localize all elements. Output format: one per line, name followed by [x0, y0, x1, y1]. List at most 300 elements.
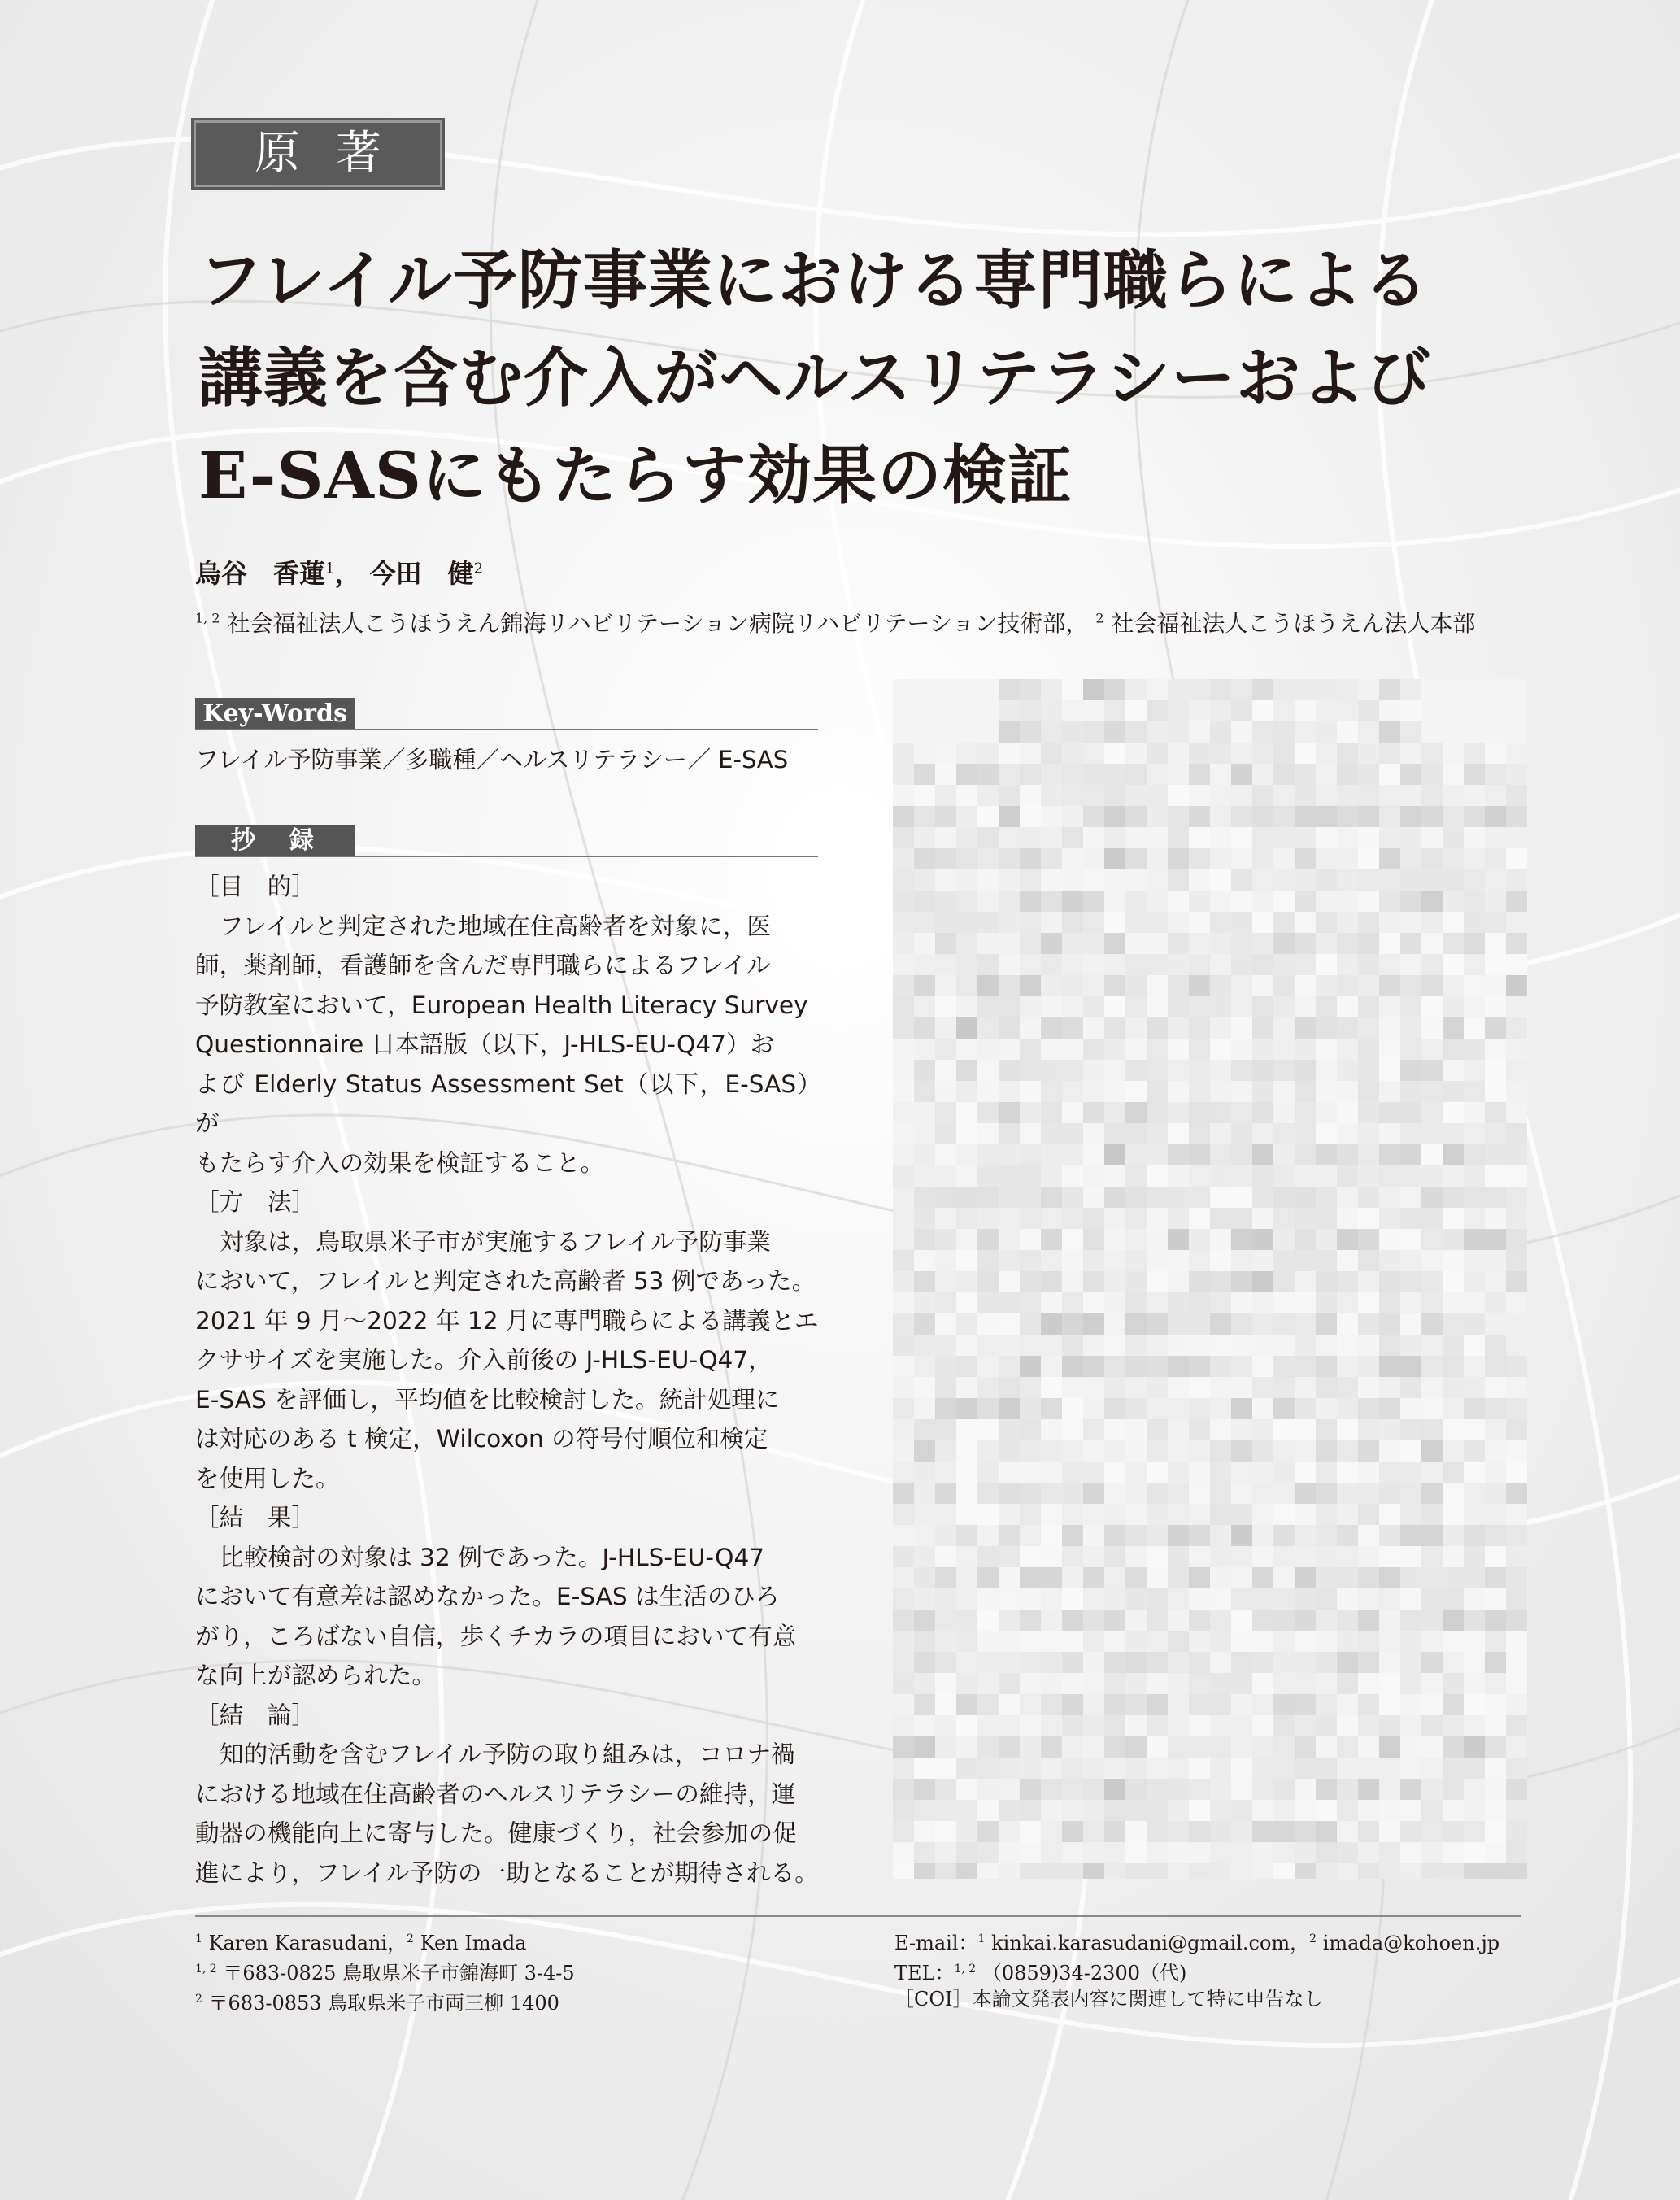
- mosaic-cell: [1506, 1144, 1527, 1165]
- mosaic-cell: [1210, 721, 1231, 743]
- mosaic-cell: [1400, 1462, 1421, 1483]
- mosaic-cell: [1252, 1588, 1273, 1610]
- mosaic-cell: [1104, 743, 1125, 764]
- mosaic-cell: [935, 764, 956, 785]
- mosaic-cell: [1273, 1165, 1295, 1187]
- mosaic-cell: [1210, 1060, 1231, 1081]
- mosaic-cell: [1421, 1525, 1443, 1546]
- mosaic-cell: [1379, 1419, 1400, 1440]
- mosaic-cell: [1104, 1673, 1125, 1694]
- mosaic-cell: [1020, 1758, 1041, 1779]
- mosaic-cell: [1464, 1313, 1485, 1335]
- mosaic-cell: [1210, 1546, 1231, 1567]
- mosaic-cell: [999, 1250, 1020, 1271]
- mosaic-cell: [1506, 1229, 1527, 1250]
- mosaic-cell: [1443, 1398, 1464, 1419]
- mosaic-cell: [1020, 1039, 1041, 1060]
- mosaic-cell: [1421, 1398, 1443, 1419]
- mosaic-cell: [1020, 1419, 1041, 1440]
- mosaic-cell: [1083, 1610, 1104, 1631]
- mosaic-cell: [1316, 869, 1337, 891]
- mosaic-cell: [1400, 1377, 1421, 1398]
- mosaic-cell: [1485, 1356, 1506, 1377]
- mosaic-cell: [1400, 1546, 1421, 1567]
- mosaic-cell: [1020, 785, 1041, 806]
- mosaic-cell: [1020, 1102, 1041, 1123]
- mosaic-cell: [1316, 1017, 1337, 1039]
- abstract-rule: [195, 856, 818, 857]
- mosaic-cell: [1379, 1377, 1400, 1398]
- mosaic-cell: [1421, 721, 1443, 743]
- mosaic-cell: [1358, 1271, 1379, 1292]
- mosaic-cell: [1337, 1292, 1358, 1313]
- mosaic-cell: [1337, 679, 1358, 700]
- mosaic-cell: [914, 1271, 935, 1292]
- mosaic-cell: [1252, 1440, 1273, 1462]
- mosaic-cell: [1020, 1462, 1041, 1483]
- mosaic-cell: [999, 1208, 1020, 1229]
- mosaic-cell: [1400, 679, 1421, 700]
- mosaic-cell: [935, 1144, 956, 1165]
- text-line: よび Elderly Status Assessment Set（以下，E-SAS）が: [195, 1070, 821, 1137]
- mosaic-cell: [1104, 700, 1125, 721]
- mosaic-cell: [1020, 1292, 1041, 1313]
- mosaic-cell: [1379, 1673, 1400, 1694]
- mosaic-cell: [1400, 954, 1421, 975]
- mosaic-cell: [1041, 975, 1062, 996]
- mosaic-cell: [1104, 1800, 1125, 1821]
- mosaic-cell: [1379, 679, 1400, 700]
- mosaic-cell: [1485, 721, 1506, 743]
- mosaic-cell: [1020, 1736, 1041, 1758]
- mosaic-cell: [1210, 1715, 1231, 1736]
- mosaic-cell: [914, 1588, 935, 1610]
- mosaic-cell: [1273, 1610, 1295, 1631]
- mosaic-cell: [1020, 996, 1041, 1017]
- mosaic-cell: [1337, 1398, 1358, 1419]
- mosaic-cell: [1083, 1335, 1104, 1356]
- mosaic-cell: [1295, 1313, 1316, 1335]
- mosaic-cell: [999, 1462, 1020, 1483]
- mosaic-cell: [893, 679, 914, 700]
- mosaic-cell: [1189, 1567, 1210, 1588]
- mosaic-cell: [1485, 1483, 1506, 1504]
- mosaic-cell: [1443, 1631, 1464, 1652]
- mosaic-cell: [1062, 1842, 1083, 1863]
- mosaic-cell: [1485, 1250, 1506, 1271]
- mosaic-cell: [1252, 912, 1273, 933]
- mosaic-cell: [1464, 1144, 1485, 1165]
- mosaic-cell: [1189, 1250, 1210, 1271]
- mosaic-cell: [1125, 743, 1147, 764]
- mosaic-cell: [1062, 891, 1083, 912]
- mosaic-cell: [1147, 1440, 1168, 1462]
- mosaic-cell: [1337, 1821, 1358, 1842]
- mosaic-cell: [1083, 848, 1104, 869]
- mosaic-cell: [1295, 1800, 1316, 1821]
- mosaic-cell: [1421, 1483, 1443, 1504]
- mosaic-cell: [1020, 1271, 1041, 1292]
- mosaic-cell: [1168, 1821, 1189, 1842]
- mosaic-cell: [1189, 1271, 1210, 1292]
- mosaic-cell: [1147, 1736, 1168, 1758]
- mosaic-cell: [914, 1039, 935, 1060]
- mosaic-cell: [977, 1039, 999, 1060]
- mosaic-cell: [956, 1483, 977, 1504]
- mosaic-cell: [1125, 827, 1147, 848]
- mosaic-cell: [1252, 1187, 1273, 1208]
- mosaic-cell: [1083, 1081, 1104, 1102]
- mosaic-cell: [1337, 1715, 1358, 1736]
- mosaic-cell: [1464, 743, 1485, 764]
- mosaic-cell: [1485, 1292, 1506, 1313]
- mosaic-cell: [1295, 1060, 1316, 1081]
- mosaic-cell: [1273, 1377, 1295, 1398]
- mosaic-cell: [1104, 1356, 1125, 1377]
- mosaic-cell: [1506, 1504, 1527, 1525]
- mosaic-cell: [1104, 1165, 1125, 1187]
- mosaic-cell: [914, 1610, 935, 1631]
- email-text: imada@kohoen.jp: [1322, 1932, 1500, 1954]
- mosaic-cell: [935, 1081, 956, 1102]
- mosaic-cell: [935, 996, 956, 1017]
- mosaic-cell: [1083, 1504, 1104, 1525]
- mosaic-cell: [1485, 1546, 1506, 1567]
- mosaic-cell: [1273, 1398, 1295, 1419]
- mosaic-cell: [1104, 1821, 1125, 1842]
- mosaic-cell: [1295, 1567, 1316, 1588]
- mosaic-cell: [977, 1377, 999, 1398]
- mosaic-cell: [1020, 1081, 1041, 1102]
- mosaic-cell: [956, 1292, 977, 1313]
- mosaic-cell: [1210, 1229, 1231, 1250]
- mosaic-cell: [1083, 1863, 1104, 1879]
- mosaic-cell: [1210, 1165, 1231, 1187]
- mosaic-cell: [1358, 1123, 1379, 1144]
- mosaic-cell: [1316, 806, 1337, 827]
- mosaic-cell: [1421, 1356, 1443, 1377]
- mosaic-cell: [1125, 1144, 1147, 1165]
- mosaic-cell: [1231, 1694, 1252, 1715]
- mosaic-cell: [1168, 1250, 1189, 1271]
- mosaic-cell: [1400, 975, 1421, 996]
- mosaic-cell: [1104, 1419, 1125, 1440]
- mosaic-cell: [956, 1779, 977, 1800]
- mosaic-cell: [935, 1292, 956, 1313]
- mosaic-cell: [977, 1462, 999, 1483]
- mosaic-cell: [1358, 1081, 1379, 1102]
- mosaic-cell: [1273, 891, 1295, 912]
- mosaic-cell: [1379, 1821, 1400, 1842]
- mosaic-cell: [1147, 1377, 1168, 1398]
- mosaic-cell: [1041, 700, 1062, 721]
- mosaic-cell: [1252, 1271, 1273, 1292]
- mosaic-cell: [1125, 1187, 1147, 1208]
- mosaic-cell: [1252, 785, 1273, 806]
- mosaic-cell: [1443, 1123, 1464, 1144]
- mosaic-cell: [1421, 785, 1443, 806]
- mosaic-cell: [1083, 721, 1104, 743]
- mosaic-cell: [1104, 1736, 1125, 1758]
- mosaic-cell: [1485, 1081, 1506, 1102]
- mosaic-cell: [1443, 764, 1464, 785]
- keywords-text: フレイル予防事業／多職種／ヘルスリテラシー／ E-SAS: [195, 746, 789, 773]
- mosaic-cell: [1273, 1250, 1295, 1271]
- mosaic-cell: [1020, 869, 1041, 891]
- mosaic-cell: [1421, 1039, 1443, 1060]
- text-line: 師，薬剤師，看護師を含んだ専門職らによるフレイル: [195, 952, 771, 979]
- mosaic-cell: [1464, 806, 1485, 827]
- mosaic-cell: [1295, 1673, 1316, 1694]
- footnote-rule: [195, 1915, 1521, 1917]
- mosaic-cell: [1506, 1800, 1527, 1821]
- mosaic-cell: [1443, 1736, 1464, 1758]
- mosaic-cell: [977, 806, 999, 827]
- mosaic-cell: [956, 1462, 977, 1483]
- mosaic-cell: [956, 1398, 977, 1419]
- mosaic-cell: [1231, 933, 1252, 954]
- mosaic-cell: [1020, 1842, 1041, 1863]
- mosaic-cell: [956, 1102, 977, 1123]
- mosaic-cell: [1083, 1060, 1104, 1081]
- mosaic-cell: [1443, 1525, 1464, 1546]
- mosaic-cell: [1485, 1779, 1506, 1800]
- mosaic-cell: [1020, 1144, 1041, 1165]
- mosaic-cell: [1273, 1546, 1295, 1567]
- mosaic-cell: [1316, 743, 1337, 764]
- mosaic-cell: [1464, 1081, 1485, 1102]
- mosaic-cell: [1104, 827, 1125, 848]
- mosaic-cell: [893, 1165, 914, 1187]
- mosaic-cell: [1337, 1271, 1358, 1292]
- mosaic-cell: [1400, 1588, 1421, 1610]
- mosaic-cell: [1400, 933, 1421, 954]
- mosaic-cell: [1358, 1335, 1379, 1356]
- mosaic-cell: [1485, 1144, 1506, 1165]
- mosaic-cell: [1295, 1081, 1316, 1102]
- title-line: E-SASにもたらす効果の検証: [198, 438, 1073, 513]
- mosaic-cell: [1443, 743, 1464, 764]
- mosaic-cell: [1506, 1292, 1527, 1313]
- footnote-text: Karen Karasudani，: [208, 1932, 407, 1954]
- mosaic-cell: [1358, 869, 1379, 891]
- mosaic-cell: [1041, 1165, 1062, 1187]
- mosaic-cell: [1337, 1504, 1358, 1525]
- mosaic-cell: [1506, 1123, 1527, 1144]
- mosaic-cell: [1337, 700, 1358, 721]
- mosaic-cell: [1147, 1504, 1168, 1525]
- mosaic-cell: [1189, 1398, 1210, 1419]
- mosaic-cell: [956, 1250, 977, 1271]
- mosaic-cell: [1316, 1483, 1337, 1504]
- mosaic-cell: [1273, 721, 1295, 743]
- mosaic-cell: [1231, 1356, 1252, 1377]
- mosaic-cell: [935, 1123, 956, 1144]
- mosaic-cell: [1147, 785, 1168, 806]
- mosaic-cell: [1041, 1462, 1062, 1483]
- mosaic-cell: [1062, 764, 1083, 785]
- mosaic-cell: [1379, 1758, 1400, 1779]
- mosaic-cell: [1125, 1736, 1147, 1758]
- mosaic-cell: [914, 869, 935, 891]
- mosaic-cell: [1421, 764, 1443, 785]
- mosaic-cell: [1041, 912, 1062, 933]
- mosaic-cell: [1506, 1165, 1527, 1187]
- mosaic-cell: [1295, 1440, 1316, 1462]
- mosaic-cell: [1083, 1652, 1104, 1673]
- mosaic-cell: [1443, 1208, 1464, 1229]
- mosaic-cell: [1400, 1271, 1421, 1292]
- mosaic-cell: [1125, 1398, 1147, 1419]
- mosaic-cell: [1147, 954, 1168, 975]
- mosaic-cell: [1273, 1736, 1295, 1758]
- mosaic-cell: [1168, 1292, 1189, 1313]
- mosaic-cell: [1168, 1462, 1189, 1483]
- mosaic-cell: [1464, 1039, 1485, 1060]
- mosaic-cell: [1210, 1208, 1231, 1229]
- mosaic-cell: [914, 1229, 935, 1250]
- mosaic-cell: [1168, 1039, 1189, 1060]
- mosaic-cell: [893, 1462, 914, 1483]
- mosaic-cell: [1337, 1081, 1358, 1102]
- mosaic-cell: [1273, 1144, 1295, 1165]
- mosaic-cell: [1125, 679, 1147, 700]
- footnote-line: [894, 1926, 1499, 1956]
- mosaic-cell: [1358, 1504, 1379, 1525]
- mosaic-cell: [1083, 1736, 1104, 1758]
- mosaic-cell: [1421, 1144, 1443, 1165]
- mosaic-cell: [1337, 1440, 1358, 1462]
- mosaic-cell: [1337, 1652, 1358, 1673]
- mosaic-cell: [1062, 1102, 1083, 1123]
- mosaic-cell: [1147, 1250, 1168, 1271]
- mosaic-cell: [1337, 1610, 1358, 1631]
- mosaic-cell: [956, 1039, 977, 1060]
- mosaic-cell: [1273, 1652, 1295, 1673]
- mosaic-cell: [1189, 1208, 1210, 1229]
- mosaic-cell: [1231, 1419, 1252, 1440]
- mosaic-cell: [1189, 1229, 1210, 1250]
- mosaic-cell: [1189, 1715, 1210, 1736]
- mosaic-cell: [1273, 1567, 1295, 1588]
- mosaic-cell: [935, 1610, 956, 1631]
- mosaic-cell: [1041, 1377, 1062, 1398]
- mosaic-cell: [1337, 743, 1358, 764]
- mosaic-cell: [1443, 1165, 1464, 1187]
- mosaic-cell: [1062, 1039, 1083, 1060]
- mosaic-cell: [1464, 1060, 1485, 1081]
- mosaic-cell: [1464, 1335, 1485, 1356]
- mosaic-cell: [1464, 1736, 1485, 1758]
- mosaic-cell: [893, 1546, 914, 1567]
- mosaic-cell: [1020, 1208, 1041, 1229]
- mosaic-cell: [1464, 1610, 1485, 1631]
- mosaic-cell: [1295, 1779, 1316, 1800]
- mosaic-cell: [1316, 933, 1337, 954]
- mosaic-cell: [1464, 1715, 1485, 1736]
- mosaic-cell: [1020, 1567, 1041, 1588]
- mosaic-cell: [1273, 806, 1295, 827]
- mosaic-cell: [1231, 679, 1252, 700]
- mosaic-cell: [1104, 1758, 1125, 1779]
- mosaic-cell: [1231, 912, 1252, 933]
- mosaic-cell: [1252, 869, 1273, 891]
- mosaic-cell: [1083, 1715, 1104, 1736]
- mosaic-cell: [956, 891, 977, 912]
- mosaic-cell: [1316, 912, 1337, 933]
- abstract-section: [195, 1696, 821, 1893]
- mosaic-cell: [1485, 1758, 1506, 1779]
- mosaic-cell: [1337, 1060, 1358, 1081]
- mosaic-cell: [1421, 1694, 1443, 1715]
- mosaic-cell: [1252, 1462, 1273, 1483]
- mosaic-cell: [1147, 891, 1168, 912]
- mosaic-cell: [1506, 1335, 1527, 1356]
- mosaic-cell: [1337, 1144, 1358, 1165]
- mosaic-cell: [1273, 1863, 1295, 1879]
- mosaic-cell: [935, 912, 956, 933]
- mosaic-cell: [1210, 1039, 1231, 1060]
- mosaic-cell: [1421, 1567, 1443, 1588]
- mosaic-cell: [999, 743, 1020, 764]
- mosaic-cell: [1337, 1736, 1358, 1758]
- mosaic-cell: [1210, 1271, 1231, 1292]
- mosaic-cell: [1147, 1800, 1168, 1821]
- mosaic-cell: [1147, 1229, 1168, 1250]
- mosaic-cell: [1147, 1673, 1168, 1694]
- mosaic-cell: [1400, 1525, 1421, 1546]
- mosaic-cell: [1506, 1758, 1527, 1779]
- mosaic-cell: [1400, 1356, 1421, 1377]
- mosaic-cell: [1273, 1123, 1295, 1144]
- mosaic-cell: [956, 1800, 977, 1821]
- mosaic-cell: [1041, 1250, 1062, 1271]
- mosaic-cell: [935, 721, 956, 743]
- mosaic-cell: [1041, 1335, 1062, 1356]
- mosaic-cell: [999, 912, 1020, 933]
- mosaic-cell: [893, 806, 914, 827]
- mosaic-cell: [1020, 721, 1041, 743]
- footnote-line: [195, 1956, 575, 1986]
- mosaic-cell: [1062, 1588, 1083, 1610]
- mosaic-cell: [1316, 891, 1337, 912]
- mosaic-cell: [935, 1462, 956, 1483]
- mosaic-cell: [914, 785, 935, 806]
- mosaic-cell: [999, 1758, 1020, 1779]
- mosaic-cell: [1020, 1017, 1041, 1039]
- mosaic-cell: [1379, 806, 1400, 827]
- mosaic-cell: [1062, 933, 1083, 954]
- mosaic-cell: [1083, 1313, 1104, 1335]
- mosaic-cell: [1337, 1039, 1358, 1060]
- mosaic-cell: [1295, 1419, 1316, 1440]
- mosaic-cell: [1104, 1652, 1125, 1673]
- mosaic-cell: [1358, 1187, 1379, 1208]
- mosaic-cell: [914, 721, 935, 743]
- mosaic-cell: [1358, 1017, 1379, 1039]
- mosaic-cell: [977, 912, 999, 933]
- mosaic-cell: [1295, 1039, 1316, 1060]
- mosaic-cell: [1168, 1504, 1189, 1525]
- mosaic-cell: [914, 1652, 935, 1673]
- mosaic-cell: [1210, 1821, 1231, 1842]
- phone-text: （0859)34-2300（代): [981, 1962, 1187, 1984]
- mosaic-cell: [1485, 869, 1506, 891]
- mosaic-cell: [893, 1800, 914, 1821]
- mosaic-cell: [1464, 1694, 1485, 1715]
- mosaic-cell: [1506, 1673, 1527, 1694]
- mosaic-cell: [1379, 848, 1400, 869]
